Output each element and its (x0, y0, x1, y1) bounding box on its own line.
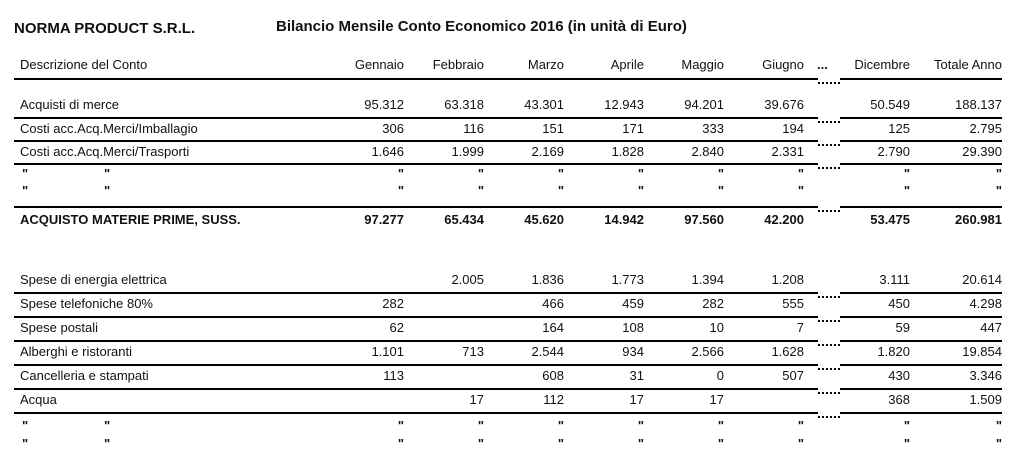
column-gap (818, 362, 840, 366)
row-divider (14, 340, 1002, 342)
cell-tot: 2.795 (969, 121, 1002, 136)
total-divider (14, 206, 1002, 208)
ditto-mark: " (637, 418, 644, 433)
cell-dic: 50.549 (870, 97, 910, 112)
cell-feb: 17 (469, 392, 484, 407)
cell-feb: 2.005 (451, 272, 484, 287)
column-gap (818, 314, 840, 318)
cell-mag: 97.560 (684, 212, 724, 227)
ditto-mark: " (637, 166, 644, 181)
cell-apr: 17 (629, 392, 644, 407)
column-gap (818, 76, 840, 80)
cell-apr: 171 (622, 121, 644, 136)
cell-feb: 116 (463, 121, 484, 136)
cell-mag: 17 (709, 392, 724, 407)
ditto-mark: " (637, 183, 644, 198)
col-febbraio: Febbraio (432, 57, 484, 72)
cell-giu: 194 (782, 121, 804, 136)
cell-gen: 1.101 (371, 344, 404, 359)
cell-mar: 45.620 (524, 212, 564, 227)
row-label: Cancelleria e stampati (20, 368, 149, 383)
cell-dic: 430 (888, 368, 910, 383)
cell-feb: 63.318 (444, 97, 484, 112)
col-description: Descrizione del Conto (20, 57, 148, 72)
row-divider (14, 388, 1002, 390)
cell-feb: 1.999 (451, 144, 484, 159)
cell-mar: 43.301 (524, 97, 564, 112)
ditto-mark: " (717, 418, 724, 433)
column-gap (818, 138, 840, 142)
col-totale: Totale Anno (934, 57, 1002, 72)
ditto-mark: " (104, 418, 111, 433)
row-divider (14, 163, 1002, 165)
row-divider (14, 412, 1002, 414)
column-gap (818, 290, 840, 294)
cell-giu: 1.628 (771, 344, 804, 359)
ditto-mark: " (557, 418, 564, 433)
cell-mag: 282 (702, 296, 724, 311)
ditto-mark: " (797, 166, 804, 181)
cell-tot: 260.981 (955, 212, 1002, 227)
cell-giu: 42.200 (764, 212, 804, 227)
col-dicembre: Dicembre (854, 57, 910, 72)
ditto-mark: " (903, 183, 910, 198)
row-divider (14, 140, 1002, 142)
ditto-mark: " (477, 183, 484, 198)
cell-mar: 608 (542, 368, 564, 383)
column-gap (818, 204, 840, 208)
column-gap (818, 386, 840, 390)
cell-tot: 1.509 (969, 392, 1002, 407)
col-giugno: Giugno (762, 57, 804, 72)
ellipsis-dots (818, 210, 840, 212)
cell-giu: 39.676 (764, 97, 804, 112)
cell-dic: 59 (895, 320, 910, 335)
row-label: Acqua (20, 392, 57, 407)
cell-mar: 112 (543, 392, 564, 407)
ditto-mark: " (903, 436, 910, 451)
cell-apr: 14.942 (604, 212, 644, 227)
cell-tot: 188.137 (955, 97, 1002, 112)
cell-dic: 3.111 (879, 272, 910, 287)
ellipsis-dots (818, 121, 840, 123)
ditto-mark: " (995, 436, 1002, 451)
ellipsis-dots (818, 167, 840, 169)
row-divider (14, 117, 1002, 119)
header-divider (14, 78, 1002, 80)
ellipsis-dots (818, 368, 840, 370)
cell-mag: 10 (709, 320, 724, 335)
cell-dic: 450 (888, 296, 910, 311)
cell-mar: 466 (542, 296, 564, 311)
cell-mag: 94.201 (684, 97, 724, 112)
ditto-mark: " (557, 436, 564, 451)
ditto-mark: " (397, 166, 404, 181)
cell-mag: 2.840 (691, 144, 724, 159)
cell-apr: 1.773 (611, 272, 644, 287)
cell-mag: 0 (716, 368, 724, 383)
cell-apr: 31 (629, 368, 644, 383)
ditto-mark: " (22, 418, 29, 433)
cell-apr: 12.943 (604, 97, 644, 112)
cell-apr: 108 (622, 320, 644, 335)
cell-dic: 53.475 (870, 212, 910, 227)
ditto-mark: " (397, 183, 404, 198)
ditto-mark: " (22, 436, 29, 451)
row-label: Costi acc.Acq.Merci/Imballagio (20, 121, 198, 136)
cell-mag: 1.394 (691, 272, 724, 287)
row-divider (14, 292, 1002, 294)
row-label: Acquisti di merce (20, 97, 119, 112)
cell-apr: 459 (622, 296, 644, 311)
row-label: Spese telefoniche 80% (20, 296, 153, 311)
cell-giu: 555 (782, 296, 804, 311)
ditto-mark: " (104, 183, 111, 198)
ditto-mark: " (903, 166, 910, 181)
ditto-mark: " (903, 418, 910, 433)
row-label: Alberghi e ristoranti (20, 344, 132, 359)
cell-tot: 29.390 (962, 144, 1002, 159)
cell-gen: 306 (382, 121, 404, 136)
cell-mar: 1.836 (531, 272, 564, 287)
ditto-mark: " (397, 436, 404, 451)
cell-mar: 2.169 (531, 144, 564, 159)
ditto-mark: " (477, 436, 484, 451)
ditto-mark: " (717, 166, 724, 181)
column-gap (818, 161, 840, 165)
ditto-mark: " (477, 418, 484, 433)
ditto-mark: " (104, 436, 111, 451)
ditto-mark: " (995, 183, 1002, 198)
col-ellipsis: ... (817, 57, 828, 72)
column-gap (818, 410, 840, 414)
cell-gen: 62 (389, 320, 404, 335)
ellipsis-dots (818, 82, 840, 84)
column-gap (818, 338, 840, 342)
cell-mag: 333 (702, 121, 724, 136)
cell-apr: 1.828 (611, 144, 644, 159)
cell-gen: 1.646 (371, 144, 404, 159)
ditto-mark: " (995, 166, 1002, 181)
col-aprile: Aprile (610, 57, 644, 72)
ditto-mark: " (797, 436, 804, 451)
col-maggio: Maggio (681, 57, 724, 72)
ditto-mark: " (557, 166, 564, 181)
cell-giu: 507 (782, 368, 804, 383)
ellipsis-dots (818, 144, 840, 146)
ditto-mark: " (717, 436, 724, 451)
col-marzo: Marzo (527, 57, 564, 72)
cell-gen: 113 (383, 368, 404, 383)
cell-feb: 713 (462, 344, 484, 359)
cell-apr: 934 (622, 344, 644, 359)
ellipsis-dots (818, 392, 840, 394)
cell-dic: 2.790 (877, 144, 910, 159)
row-label: Spese di energia elettrica (20, 272, 167, 287)
column-gap (818, 115, 840, 119)
cell-mar: 2.544 (531, 344, 564, 359)
ditto-mark: " (477, 166, 484, 181)
cell-gen: 97.277 (364, 212, 404, 227)
cell-giu: 1.208 (771, 272, 804, 287)
cell-dic: 1.820 (877, 344, 910, 359)
ditto-mark: " (995, 418, 1002, 433)
row-label: Costi acc.Acq.Merci/Trasporti (20, 144, 190, 159)
cell-gen: 282 (382, 296, 404, 311)
row-divider (14, 364, 1002, 366)
ditto-mark: " (637, 436, 644, 451)
ditto-mark: " (104, 166, 111, 181)
ditto-mark: " (22, 183, 29, 198)
cell-giu: 7 (796, 320, 804, 335)
cell-tot: 447 (980, 320, 1002, 335)
col-gennaio: Gennaio (354, 57, 404, 72)
ditto-mark: " (797, 183, 804, 198)
cell-tot: 20.614 (962, 272, 1002, 287)
ellipsis-dots (818, 416, 840, 418)
ellipsis-dots (818, 320, 840, 322)
row-divider (14, 316, 1002, 318)
cell-tot: 3.346 (969, 368, 1002, 383)
cell-dic: 368 (888, 392, 910, 407)
ditto-mark: " (717, 183, 724, 198)
ellipsis-dots (818, 344, 840, 346)
cell-feb: 65.434 (444, 212, 484, 227)
cell-mar: 164 (542, 320, 564, 335)
cell-mag: 2.566 (691, 344, 724, 359)
ditto-mark: " (797, 418, 804, 433)
row-label: ACQUISTO MATERIE PRIME, SUSS. (20, 212, 241, 227)
cell-tot: 19.854 (962, 344, 1002, 359)
cell-giu: 2.331 (771, 144, 804, 159)
cell-mar: 151 (542, 121, 564, 136)
cell-dic: 125 (888, 121, 910, 136)
row-label: Spese postali (20, 320, 99, 335)
ditto-mark: " (557, 183, 564, 198)
ellipsis-dots (818, 296, 840, 298)
cell-gen: 95.312 (364, 97, 404, 112)
company-name: NORMA PRODUCT S.R.L. (14, 20, 196, 37)
report-title: Bilancio Mensile Conto Economico 2016 (in unità di Euro) (276, 18, 687, 35)
cell-tot: 4.298 (969, 296, 1002, 311)
ditto-mark: " (22, 166, 29, 181)
ditto-mark: " (397, 418, 404, 433)
